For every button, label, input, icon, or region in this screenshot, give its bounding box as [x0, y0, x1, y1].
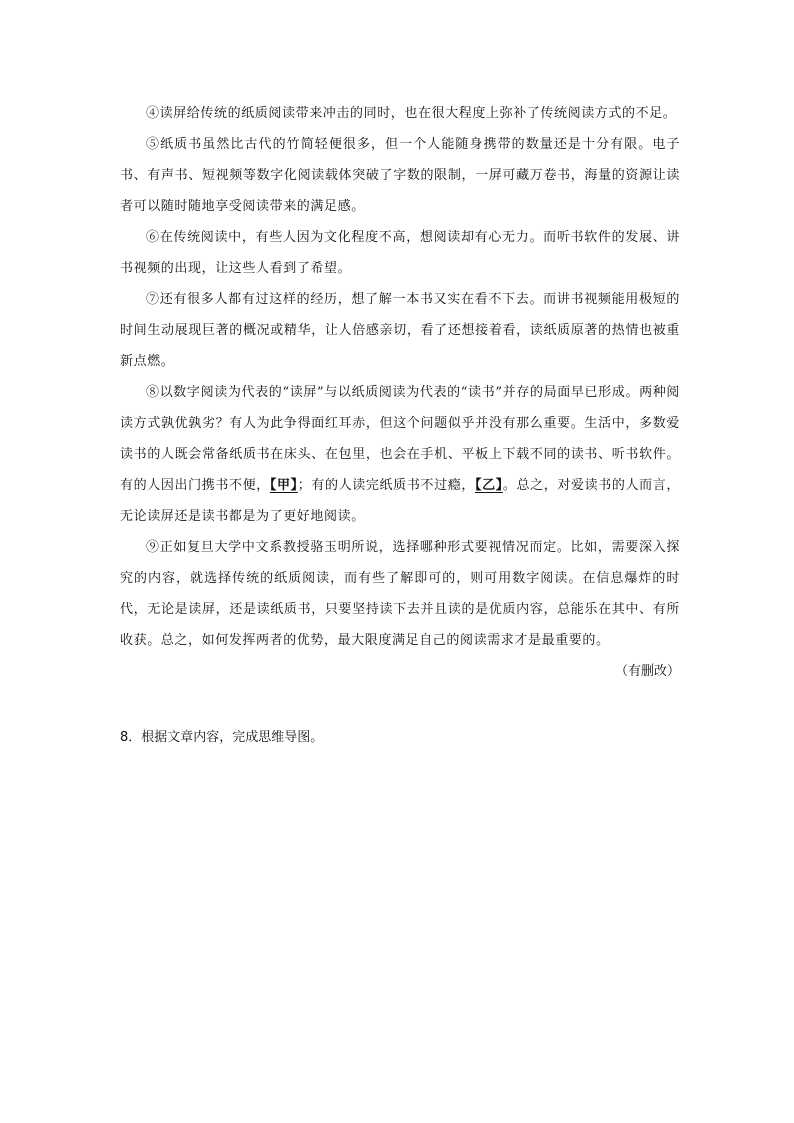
question-8: 8．根据文章内容，完成思维导图。 — [120, 730, 324, 745]
paragraph-7: ⑦还有很多人都有过这样的经历，想了解一本书又实在看不下去。而讲书视频能用极短的时间生动展现巨著的概况或精华，让人倍感亲切，看了还想接着看，读纸质原著的热情也被重新点燃。 — [120, 292, 680, 369]
article-body — [120, 98, 680, 687]
paragraph-6: ⑥在传统阅读中，有些人因为文化程度不高，想阅读却有心无力。而听书软件的发展、讲书视频的出现，让这些人看到了希望。 — [120, 230, 680, 276]
blank-jia: 【甲】 — [269, 478, 298, 493]
paragraph-8-part-a: ⑧以数字阅读为代表的“读屏”与以纸质阅读为代表的“读书”并存的局面早已形成。两种阅读方式孰优孰劣？有人为此争得面红耳赤，但这个问题似乎并没有那么重要。生活中，多数爱读书的人既会常备纸质书在床头、在包里，也会在手机、平板上下载不同的读书、听书软件。有的人因出门携书不便， — [120, 385, 680, 493]
paragraph-9: ⑨正如复旦大学中文系教授骆玉明所说，选择哪种形式要视情况而定。比如，需要深入探究的内容，就选择传统的纸质阅读，而有些了解即可的，则可用数字阅读。在信息爆炸的时代，无论是读屏，还是读纸质书，只要坚持读下去并且读的是优质内容，总能乐在其中、有所收获。总之，如何发挥两者的优势，最大限度满足自己的阅读需求才是最重要的。 — [120, 540, 680, 648]
blank-yi: 【乙】 — [474, 478, 503, 493]
paragraph-8-part-b: ；有的人读完纸质书不过瘾， — [297, 478, 475, 493]
paragraph-4: ④读屏给传统的纸质阅读带来冲击的同时，也在很大程度上弥补了传统阅读方式的不足。 — [146, 106, 677, 121]
paragraph-5: ⑤纸质书虽然比古代的竹简轻便很多，但一个人能随身携带的数量还是十分有限。电子书、有声书、短视频等数字化阅读载体突破了字数的限制，一屏可藏万卷书，海量的资源让读者可以随时随地享受阅读带来的满足感。 — [120, 137, 680, 214]
source-note: （有删改） — [614, 664, 680, 679]
paragraph-8-part-c: 。总之，对爱读书的人而言，无论读屏还是读书都是为了更好地阅读。 — [120, 478, 680, 524]
paragraph-8 — [120, 377, 680, 532]
